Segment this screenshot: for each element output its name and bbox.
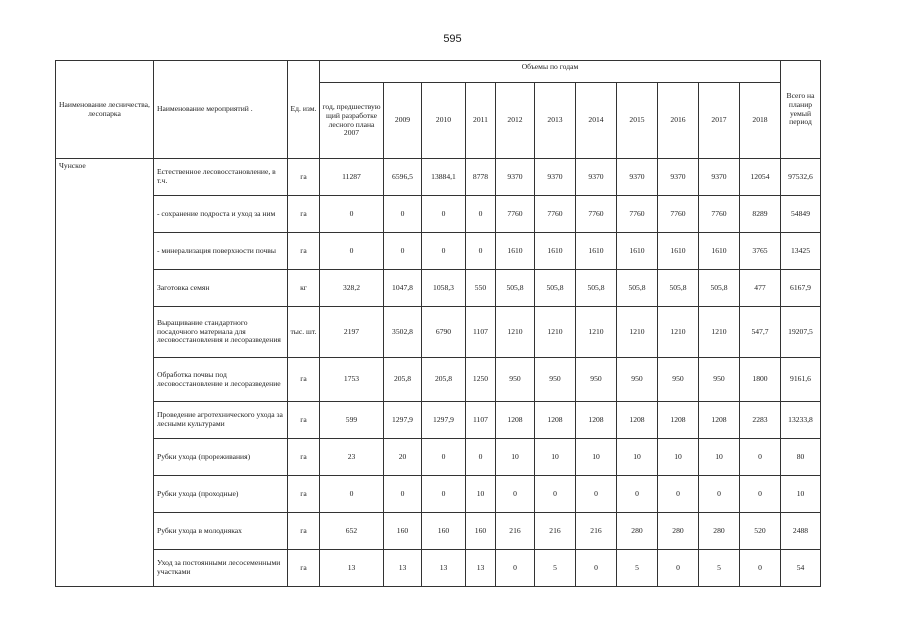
value-cell: 5 [699, 550, 740, 587]
value-cell: 0 [422, 233, 466, 270]
header-year: 2018 [740, 83, 781, 159]
value-cell: 216 [535, 513, 576, 550]
value-cell: 9370 [658, 159, 699, 196]
unit-cell: кг [288, 270, 320, 307]
header-activity: Наименование мероприятий . [154, 61, 288, 159]
value-cell: 7760 [699, 196, 740, 233]
value-cell: 0 [422, 196, 466, 233]
unit-cell: га [288, 550, 320, 587]
value-cell: 0 [576, 550, 617, 587]
header-total: Всего на планир уемый период [781, 61, 821, 159]
value-cell: 0 [658, 476, 699, 513]
value-cell: 505,8 [699, 270, 740, 307]
value-cell: 0 [320, 196, 384, 233]
header-volumes-by-year: Объемы по годам [320, 61, 781, 83]
value-cell: 1208 [617, 402, 658, 439]
table-row [56, 159, 821, 196]
value-cell: 280 [699, 513, 740, 550]
value-cell: 0 [740, 439, 781, 476]
unit-cell: га [288, 402, 320, 439]
value-cell: 7760 [658, 196, 699, 233]
value-cell: 160 [384, 513, 422, 550]
value-cell: 0 [740, 550, 781, 587]
value-cell: 2283 [740, 402, 781, 439]
value-cell: 547,7 [740, 307, 781, 358]
value-cell: 0 [576, 476, 617, 513]
value-cell: 505,8 [535, 270, 576, 307]
value-cell: 6596,5 [384, 159, 422, 196]
activity-name: Уход за постоянными лесосеменными участками [154, 550, 288, 587]
value-cell: 950 [617, 358, 658, 402]
table-row [56, 233, 821, 270]
value-cell: 12054 [740, 159, 781, 196]
value-cell: 1297,9 [422, 402, 466, 439]
total-cell: 6167,9 [781, 270, 821, 307]
value-cell: 3502,8 [384, 307, 422, 358]
header-year: 2015 [617, 83, 658, 159]
value-cell: 5 [617, 550, 658, 587]
header-year: 2010 [422, 83, 466, 159]
header-year: 2013 [535, 83, 576, 159]
unit-cell: га [288, 513, 320, 550]
value-cell: 0 [384, 233, 422, 270]
total-cell: 10 [781, 476, 821, 513]
value-cell: 13884,1 [422, 159, 466, 196]
activity-name: Выращивание стандартного посадочного материала для лесовосстановления и лесоразведения [154, 307, 288, 358]
table-row [56, 307, 821, 358]
value-cell: 1610 [576, 233, 617, 270]
value-cell: 9370 [617, 159, 658, 196]
value-cell: 160 [466, 513, 496, 550]
value-cell: 7760 [617, 196, 658, 233]
header-unit: Ед. изм. [288, 61, 320, 159]
value-cell: 0 [617, 476, 658, 513]
page-number: 595 [443, 33, 462, 45]
table-row [56, 196, 821, 233]
value-cell: 1250 [466, 358, 496, 402]
activity-name: Естественное лесовосстановление, в т.ч. [154, 159, 288, 196]
total-cell: 19207,5 [781, 307, 821, 358]
value-cell: 0 [740, 476, 781, 513]
value-cell: 0 [699, 476, 740, 513]
table-row [56, 439, 821, 476]
value-cell: 9370 [699, 159, 740, 196]
value-cell: 7760 [535, 196, 576, 233]
value-cell: 1210 [535, 307, 576, 358]
value-cell: 2197 [320, 307, 384, 358]
value-cell: 1210 [496, 307, 535, 358]
value-cell: 5 [535, 550, 576, 587]
value-cell: 599 [320, 402, 384, 439]
value-cell: 505,8 [496, 270, 535, 307]
value-cell: 216 [496, 513, 535, 550]
value-cell: 7760 [496, 196, 535, 233]
value-cell: 10 [617, 439, 658, 476]
value-cell: 0 [422, 439, 466, 476]
table-row [56, 550, 821, 587]
value-cell: 0 [320, 233, 384, 270]
table-row [56, 476, 821, 513]
activity-name: - сохранение подроста и уход за ним [154, 196, 288, 233]
total-cell: 54 [781, 550, 821, 587]
value-cell: 505,8 [617, 270, 658, 307]
value-cell: 0 [384, 196, 422, 233]
activity-name: Обработка почвы под лесовосстановление и лесоразведение [154, 358, 288, 402]
forestry-name: Чунское [56, 159, 154, 587]
value-cell: 13 [422, 550, 466, 587]
value-cell: 160 [422, 513, 466, 550]
value-cell: 10 [658, 439, 699, 476]
activity-name: Проведение агротехнического ухода за лесными культурами [154, 402, 288, 439]
unit-cell: тыс. шт. [288, 307, 320, 358]
header-year: 2017 [699, 83, 740, 159]
unit-cell: га [288, 196, 320, 233]
value-cell: 1208 [658, 402, 699, 439]
value-cell: 0 [466, 439, 496, 476]
value-cell: 10 [699, 439, 740, 476]
value-cell: 280 [658, 513, 699, 550]
unit-cell: га [288, 439, 320, 476]
total-cell: 80 [781, 439, 821, 476]
header-year: 2009 [384, 83, 422, 159]
value-cell: 0 [466, 233, 496, 270]
value-cell: 505,8 [658, 270, 699, 307]
header-year: 2014 [576, 83, 617, 159]
value-cell: 1610 [535, 233, 576, 270]
value-cell: 11287 [320, 159, 384, 196]
value-cell: 10 [466, 476, 496, 513]
value-cell: 10 [496, 439, 535, 476]
unit-cell: га [288, 358, 320, 402]
value-cell: 10 [535, 439, 576, 476]
header-year: 2012 [496, 83, 535, 159]
value-cell: 0 [535, 476, 576, 513]
value-cell: 505,8 [576, 270, 617, 307]
value-cell: 520 [740, 513, 781, 550]
activity-name: Рубки ухода (прореживания) [154, 439, 288, 476]
table-row [56, 402, 821, 439]
value-cell: 280 [617, 513, 658, 550]
activity-name: - минерализация поверхности почвы [154, 233, 288, 270]
unit-cell: га [288, 159, 320, 196]
value-cell: 477 [740, 270, 781, 307]
activity-name: Рубки ухода (проходные) [154, 476, 288, 513]
total-cell: 97532,6 [781, 159, 821, 196]
value-cell: 1800 [740, 358, 781, 402]
value-cell: 0 [466, 196, 496, 233]
value-cell: 0 [422, 476, 466, 513]
value-cell: 8778 [466, 159, 496, 196]
value-cell: 23 [320, 439, 384, 476]
value-cell: 550 [466, 270, 496, 307]
total-cell: 9161,6 [781, 358, 821, 402]
value-cell: 9370 [496, 159, 535, 196]
value-cell: 1753 [320, 358, 384, 402]
activity-name: Рубки ухода в молодняках [154, 513, 288, 550]
value-cell: 950 [496, 358, 535, 402]
value-cell: 1107 [466, 307, 496, 358]
value-cell: 1210 [699, 307, 740, 358]
value-cell: 1208 [699, 402, 740, 439]
value-cell: 0 [384, 476, 422, 513]
value-cell: 1107 [466, 402, 496, 439]
value-cell: 652 [320, 513, 384, 550]
value-cell: 1610 [699, 233, 740, 270]
value-cell: 13 [320, 550, 384, 587]
header-year: 2011 [466, 83, 496, 159]
activity-name: Заготовка семян [154, 270, 288, 307]
value-cell: 950 [699, 358, 740, 402]
value-cell: 328,2 [320, 270, 384, 307]
value-cell: 20 [384, 439, 422, 476]
value-cell: 0 [320, 476, 384, 513]
total-cell: 13425 [781, 233, 821, 270]
header-prior-year: год, предшествую щий разработке лесного плана 2007 [320, 83, 384, 159]
unit-cell: га [288, 476, 320, 513]
value-cell: 1047,8 [384, 270, 422, 307]
value-cell: 13 [466, 550, 496, 587]
value-cell: 1208 [535, 402, 576, 439]
value-cell: 950 [576, 358, 617, 402]
unit-cell: га [288, 233, 320, 270]
value-cell: 1058,3 [422, 270, 466, 307]
total-cell: 54849 [781, 196, 821, 233]
value-cell: 950 [658, 358, 699, 402]
value-cell: 9370 [535, 159, 576, 196]
header-forestry: Наименование лесничества, лесопарка [56, 61, 154, 159]
value-cell: 9370 [576, 159, 617, 196]
value-cell: 216 [576, 513, 617, 550]
value-cell: 205,8 [384, 358, 422, 402]
value-cell: 7760 [576, 196, 617, 233]
table-body [56, 159, 821, 587]
table-row [56, 358, 821, 402]
value-cell: 3765 [740, 233, 781, 270]
table-row [56, 270, 821, 307]
value-cell: 1610 [496, 233, 535, 270]
total-cell: 2488 [781, 513, 821, 550]
value-cell: 950 [535, 358, 576, 402]
forest-plan-table [55, 60, 821, 587]
value-cell: 10 [576, 439, 617, 476]
header-year: 2016 [658, 83, 699, 159]
value-cell: 1210 [617, 307, 658, 358]
value-cell: 0 [658, 550, 699, 587]
value-cell: 1210 [658, 307, 699, 358]
table-row [56, 513, 821, 550]
value-cell: 1610 [658, 233, 699, 270]
value-cell: 0 [496, 476, 535, 513]
value-cell: 1208 [496, 402, 535, 439]
total-cell: 13233,8 [781, 402, 821, 439]
value-cell: 1297,9 [384, 402, 422, 439]
value-cell: 205,8 [422, 358, 466, 402]
value-cell: 1208 [576, 402, 617, 439]
value-cell: 0 [496, 550, 535, 587]
value-cell: 13 [384, 550, 422, 587]
value-cell: 6790 [422, 307, 466, 358]
value-cell: 8289 [740, 196, 781, 233]
value-cell: 1610 [617, 233, 658, 270]
value-cell: 1210 [576, 307, 617, 358]
